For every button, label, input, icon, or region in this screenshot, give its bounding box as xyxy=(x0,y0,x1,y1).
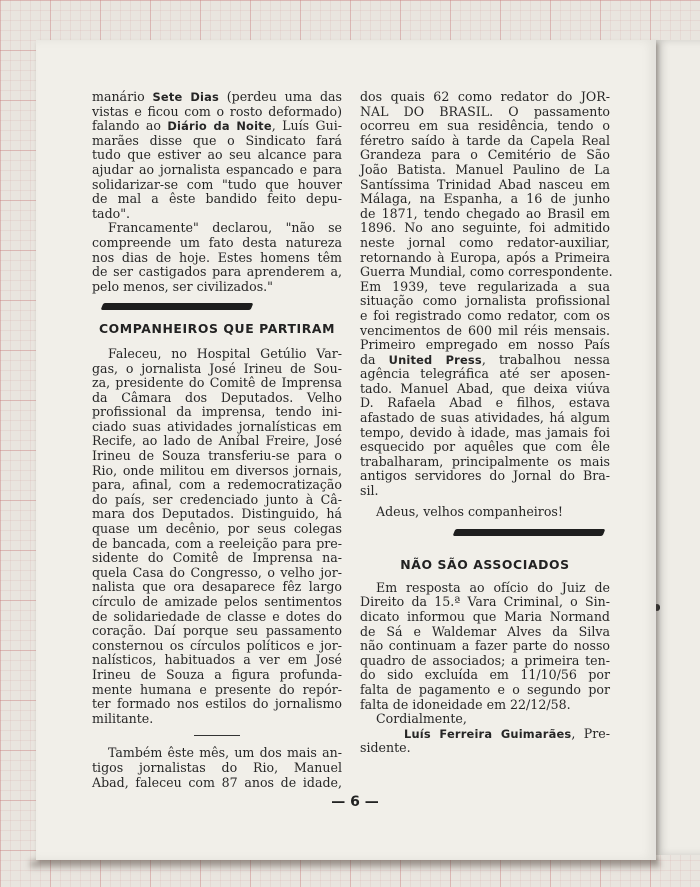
section-heading-nao-associados: NÃO SÃO ASSOCIADOS xyxy=(400,557,570,573)
text-line: gas, o jornalista José Irineu de Sou- xyxy=(92,360,342,376)
text-line: Santíssima Trinidad Abad nasceu em xyxy=(360,176,610,192)
text-line: falando ao Diário da Noite, Luís Gui- xyxy=(92,118,342,134)
text-line: Faleceu, no Hospital Getúlio Var- xyxy=(108,345,342,361)
signature-name: Luís Ferreira Guimarães xyxy=(404,726,572,741)
text-line: ocorreu em sua residência, tendo o xyxy=(360,118,610,134)
bold-title-diario: Diário da Noite xyxy=(167,119,272,134)
bold-title-sete-dias: Sete Dias xyxy=(152,90,219,104)
text-line: vistas e ficou com o rosto deformado) xyxy=(92,103,342,119)
text-line: do sido excluída em 11/10/56 por xyxy=(360,667,610,683)
text-line: NAL DO BRASIL. O passamento xyxy=(360,103,610,119)
text-line: militante. xyxy=(92,710,154,726)
text-line: quase um decênio, por seus colegas xyxy=(92,521,342,537)
text-line: Direito da 15.ª Vara Criminal, o Sin- xyxy=(360,594,610,610)
text-line: compreende um fato desta natureza xyxy=(92,234,342,250)
text-line: da Câmara dos Deputados. Velho xyxy=(92,389,342,405)
page-shadow xyxy=(30,860,660,868)
page-number: — 6 — xyxy=(331,794,379,810)
text-line: Grandeza para o Cemitério de São xyxy=(360,147,610,163)
text-line: tigos jornalistas do Rio, Manuel xyxy=(92,759,342,775)
text-line: tudo que estiver ao seu alcance para xyxy=(92,147,342,163)
text-line: círculo de amizade pelos sentimentos xyxy=(92,594,342,609)
right-column xyxy=(360,89,613,756)
next-page-edge xyxy=(656,40,700,855)
text-line: profissional da imprensa, tendo ini- xyxy=(92,404,342,420)
text-line: de bancada, com a reeleição para pre- xyxy=(92,535,342,551)
text-line: não continuam a fazer parte do nosso xyxy=(360,638,610,654)
bold-united-press: United Press xyxy=(388,352,482,367)
text-line: ter formado nos estilos do jornalismo xyxy=(92,696,342,712)
text-line: Francamente" declarou, "não se xyxy=(108,220,342,236)
text-line: de mal a êste bandido feito depu- xyxy=(92,191,342,207)
text-line: da United Press, trabalhou nessa xyxy=(360,351,610,367)
text-line: falta de pagamento e o segundo por xyxy=(360,681,610,697)
text-line: antigos servidores do Jornal do Bra- xyxy=(360,468,610,484)
text-line: esquecido por aquêles que com êle xyxy=(360,439,610,455)
text-line: do país, ser credenciado junto à Câ- xyxy=(92,491,342,507)
text-line: D. Rafaela Abad e filhos, estava xyxy=(360,395,610,411)
text-line: Também êste mês, um dos mais an- xyxy=(108,745,342,761)
text-line: Em 1939, teve regularizada a sua xyxy=(360,278,610,294)
text-line: Recife, ao lado de Aníbal Freire, José xyxy=(92,433,342,449)
text-line: Primeiro empregado em nosso País xyxy=(360,337,610,353)
text-line: nalísticos, habituados a ver em José xyxy=(92,652,342,668)
text-line: vencimentos de 600 mil réis mensais. xyxy=(360,322,610,338)
text-line: mara dos Deputados. Distinguido, há xyxy=(92,506,342,522)
text-line: de Sá e Waldemar Alves da Silva xyxy=(360,623,610,639)
text-line: para, afinal, com a redemocratização xyxy=(92,477,342,493)
text-line-closing: Cordialmente, xyxy=(376,711,467,727)
text-line: afastado de suas atividades, há algum xyxy=(360,410,610,426)
text-line: coração. Daí porque seu passamento xyxy=(92,623,342,639)
text-line: de 1871, tendo chegado ao Brasil em xyxy=(360,205,610,221)
section-heading-companheiros: COMPANHEIROS QUE PARTIRAM xyxy=(98,321,336,337)
left-column xyxy=(92,90,342,790)
text-line: pelo menos, ser civilizados." xyxy=(92,278,273,294)
text-line: Guerra Mundial, como correspondente. xyxy=(360,264,613,280)
text-line: za, presidente do Comitê de Imprensa xyxy=(92,375,342,391)
text-line: Rio, onde militou em diversos jornais, xyxy=(92,462,342,478)
text-line: neste jornal como redator-auxiliar, xyxy=(360,234,610,250)
text-line: dicato informou que Maria Normand xyxy=(360,609,610,624)
text-line: situação como jornalista profissional xyxy=(360,293,610,309)
text-line: sil. xyxy=(360,483,379,499)
separator-bar xyxy=(101,303,254,310)
text-line: ciado suas atividades jornalísticas em xyxy=(92,418,342,434)
text-line: de solidariedade de classe e dotes do xyxy=(92,608,342,624)
text-line: manário Sete Dias (perdeu uma das xyxy=(92,89,342,104)
text-line: tempo, devido à idade, mas jamais foi xyxy=(360,424,610,440)
text-line: tado". xyxy=(92,205,131,221)
text-line: quela Casa do Congresso, o velho jor- xyxy=(92,564,342,580)
text-line: nalista que ora desaparece fêz largo xyxy=(92,579,342,595)
text-line: solidarizar-se com "tudo que houver xyxy=(92,176,342,192)
text-line: retornando à Europa, após a Primeira xyxy=(360,249,610,265)
text-line: Em resposta ao ofício do Juiz de xyxy=(376,579,610,595)
text-line: agência telegráfica até ser aposen- xyxy=(360,366,610,382)
text-line: consternou os círculos políticos e jor- xyxy=(92,637,342,653)
text-line: João Batista. Manuel Paulino de La xyxy=(360,161,610,177)
text-line: Abad, faleceu com 87 anos de idade, xyxy=(92,774,342,790)
text-line: Irineu de Souza transferiu-se para o xyxy=(92,448,342,464)
text-line: falta de idoneidade em 22/12/58. xyxy=(360,696,571,712)
text-line: féretro saído à tarde da Capela Real xyxy=(360,132,610,148)
text-line: quadro de associados; a primeira ten- xyxy=(360,652,610,668)
text-line: 1896. No ano seguinte, foi admitido xyxy=(360,220,610,236)
text-line: Irineu de Souza a figura profunda- xyxy=(92,666,342,682)
text-line: e foi registrado como redator, com os xyxy=(360,307,610,323)
text-line: nos dias de hoje. Estes homens têm xyxy=(92,249,342,265)
signature-line: Luís Ferreira Guimarães, Pre- xyxy=(404,725,610,741)
text-line: de ser castigados para aprenderem a, xyxy=(92,264,342,280)
separator-bar xyxy=(453,529,606,536)
text-line: trabalharam, principalmente os mais xyxy=(360,453,610,469)
text-line: sidente. xyxy=(360,740,411,756)
text-line: tado. Manuel Abad, que deixa viúva xyxy=(360,380,610,396)
text-line: ajudar ao jornalista espancado e para xyxy=(92,161,342,177)
text-line: Málaga, na Espanha, a 16 de junho xyxy=(360,191,610,207)
text-line-farewell: Adeus, velhos companheiros! xyxy=(376,503,563,519)
text-line: dos quais 62 como redator do JOR- xyxy=(360,89,610,104)
text-line: sidente do Comitê de Imprensa na- xyxy=(92,550,342,566)
text-line: marães disse que o Sindicato fará xyxy=(92,132,342,148)
text-line: mente humana e presente do repór- xyxy=(92,681,342,697)
